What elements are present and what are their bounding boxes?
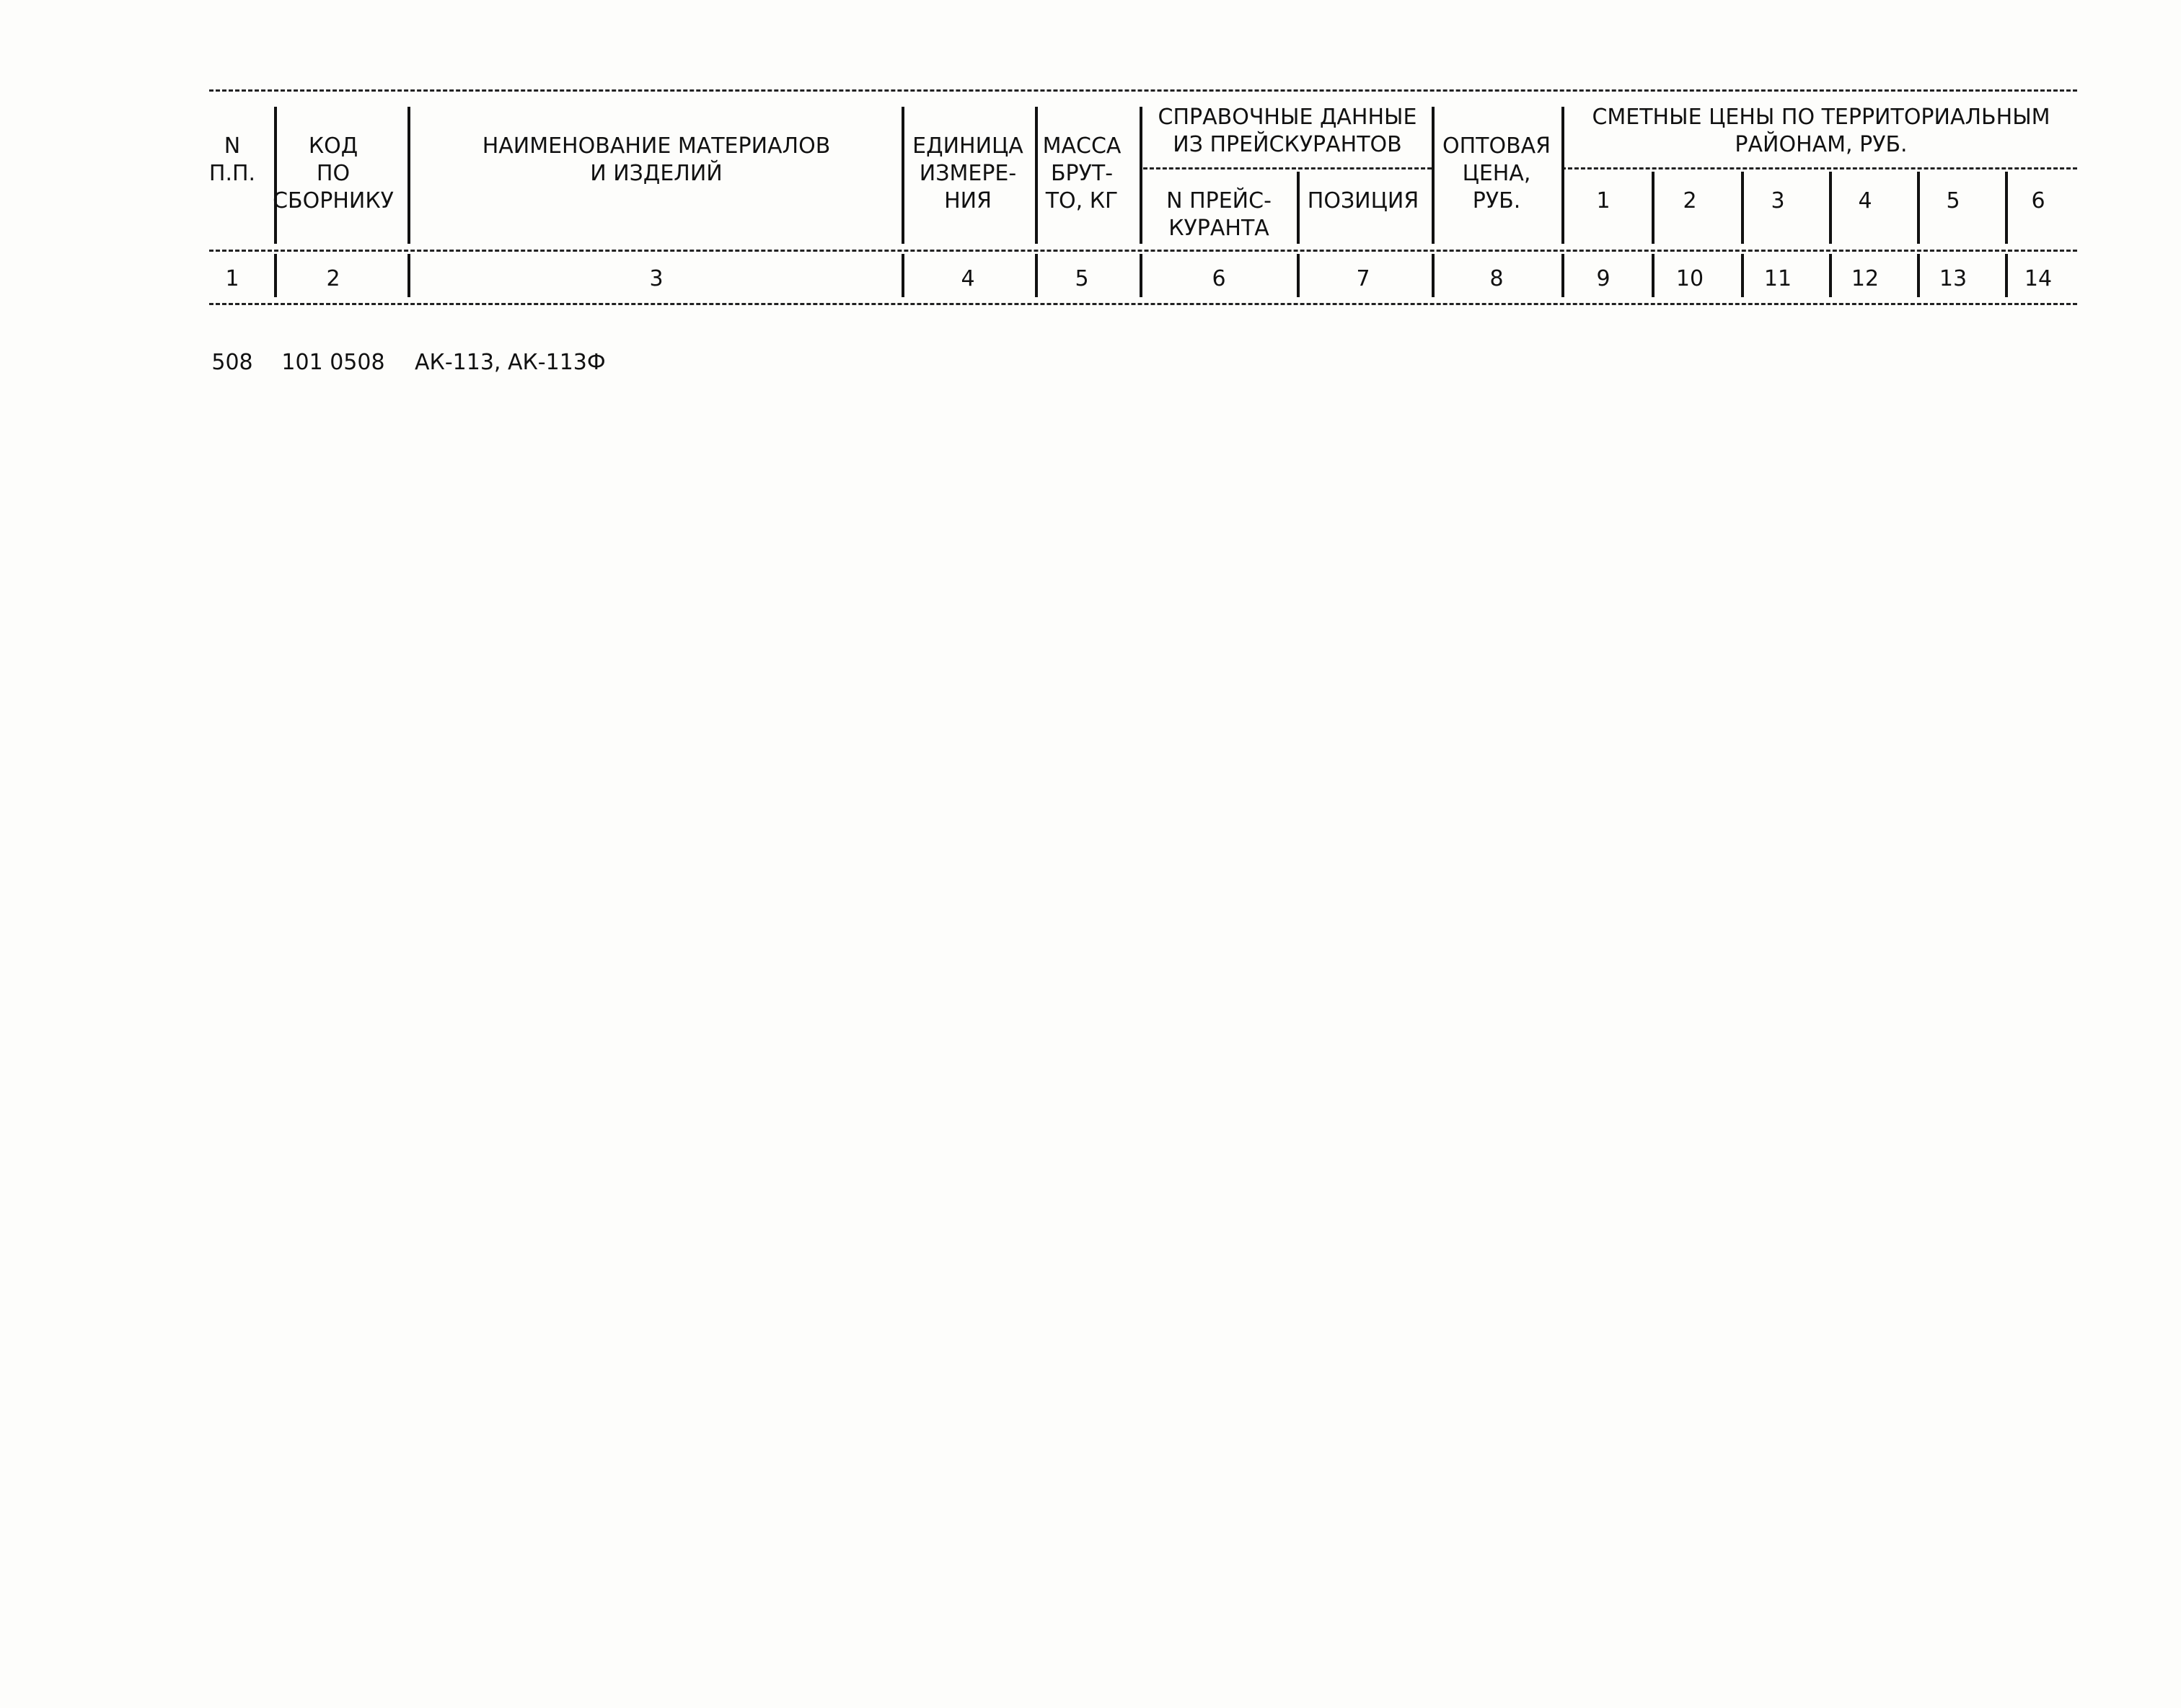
header-column-number: 2	[326, 266, 340, 291]
header-col5-label: БРУТ-	[1050, 161, 1114, 186]
header-col5-label: МАССА	[1042, 133, 1122, 159]
header-column-number: 13	[1939, 266, 1968, 291]
row-number: 508	[211, 350, 253, 375]
header-top-rule	[209, 89, 2077, 92]
header-region-3: 3	[1771, 188, 1785, 214]
header-region_group-label: РАЙОНАМ, РУБ.	[1735, 132, 1908, 157]
column-separator	[274, 254, 277, 297]
header-column-number: 1	[225, 266, 239, 291]
row-code: 101 0508	[281, 350, 385, 375]
column-separator	[1917, 254, 1920, 297]
column-separator	[902, 254, 904, 297]
column-separator	[1652, 254, 1655, 297]
row-name: АК-113, АК-113Ф	[415, 350, 606, 375]
ref-group-rule	[1143, 167, 1432, 170]
header-col2-label: СБОРНИКУ	[273, 188, 394, 214]
header-col6-label: КУРАНТА	[1168, 216, 1269, 241]
column-separator	[1432, 107, 1435, 244]
region-group-rule	[1561, 167, 2077, 170]
header-col5-label: ТО, КГ	[1045, 188, 1119, 214]
header-column-number: 5	[1075, 266, 1089, 291]
header-ref_group-label: СПРАВОЧНЫЕ ДАННЫЕ	[1158, 105, 1417, 130]
header-col8-label: РУБ.	[1472, 188, 1521, 214]
column-separator	[2005, 254, 2008, 297]
header-region-6: 6	[2031, 188, 2045, 214]
column-separator	[1140, 107, 1142, 244]
column-separator	[1917, 172, 1920, 244]
header-col6-label: N ПРЕЙС-	[1166, 188, 1272, 214]
header-col8-label: ОПТОВАЯ	[1442, 133, 1551, 159]
header-region-4: 4	[1858, 188, 1872, 214]
header-column-number: 14	[2024, 266, 2053, 291]
column-separator	[902, 107, 904, 244]
column-separator	[1561, 107, 1564, 244]
header-column-number: 10	[1675, 266, 1704, 291]
header-col3-label: НАИМЕНОВАНИЕ МАТЕРИАЛОВ	[482, 133, 831, 159]
column-separator	[1741, 254, 1744, 297]
column-separator	[1432, 254, 1435, 297]
header-bottom-rule	[209, 303, 2077, 305]
header-column-number: 12	[1851, 266, 1880, 291]
header-col4-label: ИЗМЕРЕ-	[919, 161, 1017, 186]
header-ref_group-label: ИЗ ПРЕЙСКУРАНТОВ	[1173, 132, 1402, 157]
header-col2-label: КОД	[308, 133, 358, 159]
header-col7-label: ПОЗИЦИЯ	[1307, 188, 1419, 214]
column-separator	[407, 107, 410, 244]
column-separator	[1140, 254, 1142, 297]
column-separator	[1297, 254, 1300, 297]
header-column-number: 9	[1596, 266, 1611, 291]
header-column-number: 7	[1356, 266, 1370, 291]
header-column-number: 4	[961, 266, 975, 291]
column-separator	[274, 107, 277, 244]
header-region_group-label: СМЕТНЫЕ ЦЕНЫ ПО ТЕРРИТОРИАЛЬНЫМ	[1592, 105, 2050, 130]
column-separator	[407, 254, 410, 297]
header-mid-rule	[209, 250, 2077, 252]
column-separator	[1035, 107, 1038, 244]
column-separator	[1829, 172, 1832, 244]
column-separator	[1829, 254, 1832, 297]
column-separator	[1035, 254, 1038, 297]
header-column-number: 3	[649, 266, 664, 291]
header-col1-label: П.П.	[208, 161, 256, 186]
header-region-5: 5	[1946, 188, 1960, 214]
header-column-number: 6	[1212, 266, 1226, 291]
header-col4-label: ЕДИНИЦА	[912, 133, 1023, 159]
header-col4-label: НИЯ	[944, 188, 992, 214]
header-region-1: 1	[1596, 188, 1611, 214]
header-col1-label: N	[224, 133, 241, 159]
header-column-number: 8	[1489, 266, 1504, 291]
column-separator	[1741, 172, 1744, 244]
column-separator	[1297, 172, 1300, 244]
header-col8-label: ЦЕНА,	[1462, 161, 1531, 186]
header-col3-label: И ИЗДЕЛИЙ	[590, 161, 723, 186]
column-separator	[2005, 172, 2008, 244]
header-col2-label: ПО	[316, 161, 351, 186]
header-column-number: 11	[1763, 266, 1792, 291]
column-separator	[1561, 254, 1564, 297]
column-separator	[1652, 172, 1655, 244]
header-region-2: 2	[1683, 188, 1697, 214]
